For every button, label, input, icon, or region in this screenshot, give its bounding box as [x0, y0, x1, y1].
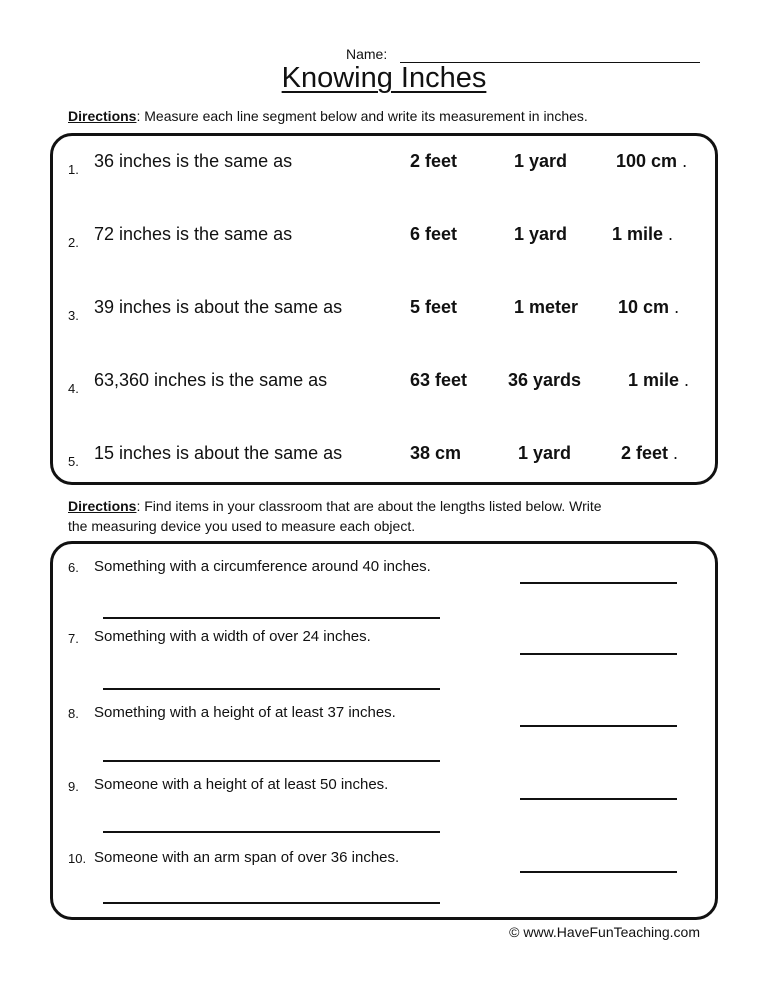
item-number: 8.: [68, 706, 79, 721]
sentence-end: .: [682, 151, 688, 171]
measuring-device-answer-line[interactable]: [520, 582, 677, 584]
object-answer-line[interactable]: [103, 760, 440, 762]
question-text: 63,360 inches is the same as: [94, 370, 328, 390]
directions-2-label: Directions: [68, 498, 137, 514]
item-number: 6.: [68, 560, 79, 575]
directions-1-text: : Measure each line segment below and write its measurement in inches.: [136, 108, 588, 124]
measuring-device-answer-line[interactable]: [520, 725, 677, 727]
option-1[interactable]: 38 cm: [410, 443, 462, 463]
item-text: Something with a width of over 24 inches.: [94, 628, 371, 645]
option-1[interactable]: 5 feet: [410, 297, 458, 317]
directions-2-line2: the measuring device you used to measure each object.: [68, 518, 416, 534]
name-label: Name:: [346, 46, 388, 62]
directions-1-label: Directions: [68, 108, 137, 124]
question-number: 5.: [68, 454, 79, 469]
question-text: 15 inches is about the same as: [94, 443, 343, 463]
copyright-footer: © www.HaveFunTeaching.com: [509, 924, 700, 940]
option-3-label: 10 cm: [618, 297, 670, 317]
option-2[interactable]: 1 yard: [514, 151, 568, 171]
option-2[interactable]: 1 yard: [518, 443, 572, 463]
measuring-device-answer-line[interactable]: [520, 871, 677, 873]
question-text: 72 inches is the same as: [94, 224, 293, 244]
option-1[interactable]: 2 feet: [410, 151, 458, 171]
option-2[interactable]: 36 yards: [508, 370, 582, 390]
option-3-label: 2 feet: [621, 443, 669, 463]
item-text: Someone with a height of at least 50 inches.: [94, 776, 389, 793]
sentence-end: .: [674, 297, 680, 317]
item-number: 9.: [68, 779, 79, 794]
sentence-end: .: [684, 370, 690, 390]
option-3[interactable]: [621, 443, 678, 464]
option-2[interactable]: 1 yard: [514, 224, 568, 244]
item-number: 7.: [68, 631, 79, 646]
option-3-label: 1 mile: [628, 370, 680, 390]
option-3[interactable]: [618, 297, 679, 318]
item-text: Something with a height of at least 37 inches.: [94, 704, 396, 721]
sentence-end: .: [668, 224, 674, 244]
question-number: 1.: [68, 162, 79, 177]
option-3-label: 1 mile: [612, 224, 664, 244]
option-3[interactable]: [616, 151, 687, 172]
item-text: Something with a circumference around 40 inches.: [94, 558, 431, 575]
question-number: 4.: [68, 381, 79, 396]
page-title: Knowing Inches: [281, 62, 487, 94]
directions-1: [68, 106, 588, 126]
object-answer-line[interactable]: [103, 831, 440, 833]
option-2[interactable]: 1 meter: [514, 297, 579, 317]
option-3[interactable]: [612, 224, 673, 245]
question-text: 39 inches is about the same as: [94, 297, 343, 317]
option-3[interactable]: [628, 370, 689, 391]
option-1[interactable]: 6 feet: [410, 224, 458, 244]
question-number: 3.: [68, 308, 79, 323]
measuring-device-answer-line[interactable]: [520, 653, 677, 655]
question-text: 36 inches is the same as: [94, 151, 293, 171]
object-answer-line[interactable]: [103, 617, 440, 619]
directions-2-line1: : Find items in your classroom that are about the lengths listed below. Write: [136, 498, 602, 514]
item-text: Someone with an arm span of over 36 inches.: [94, 849, 400, 866]
directions-2: [68, 496, 602, 536]
object-answer-line[interactable]: [103, 688, 440, 690]
item-number: 10.: [68, 851, 87, 866]
measuring-device-answer-line[interactable]: [520, 798, 677, 800]
option-1[interactable]: 63 feet: [410, 370, 468, 390]
option-3-label: 100 cm: [616, 151, 678, 171]
object-answer-line[interactable]: [103, 902, 440, 904]
question-number: 2.: [68, 235, 79, 250]
sentence-end: .: [673, 443, 679, 463]
